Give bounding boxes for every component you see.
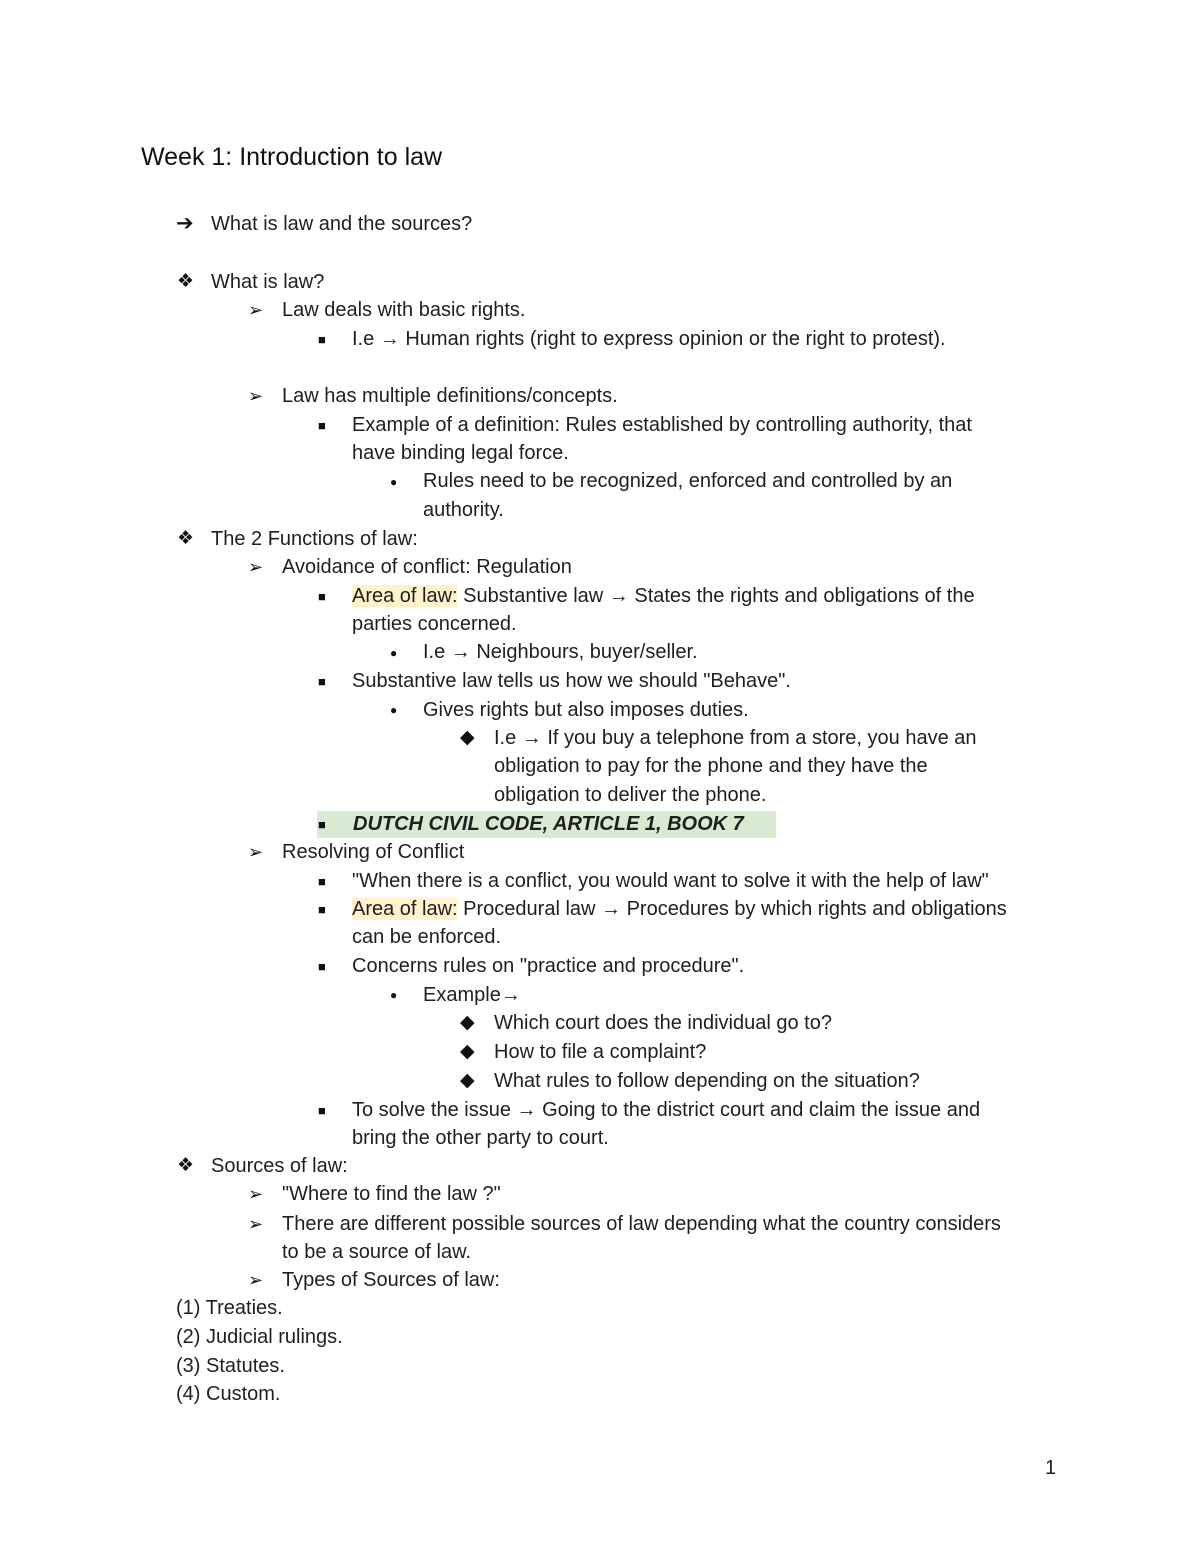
numbered-item: (2) Judicial rulings.: [176, 1326, 343, 1348]
list-item-text: Procedural law → Procedures by which rights and obligations: [457, 898, 1007, 920]
page-number: 1: [1045, 1457, 1057, 1479]
dot-bullet-icon: ●: [390, 646, 398, 660]
list-item: To solve the issue → Going to the district court and claim the issue and: [352, 1099, 981, 1121]
triangle-bullet-icon: ➢: [248, 1270, 264, 1290]
list-item: Gives rights but also imposes duties.: [423, 699, 749, 721]
list-item-continuation: authority.: [423, 499, 504, 521]
square-bullet-icon: ■: [318, 674, 326, 689]
list-item: Rules need to be recognized, enforced and controlled by an: [423, 470, 953, 492]
list-item: Example of a definition: Rules established by controlling authority, that: [352, 414, 972, 436]
square-bullet-icon: ■: [318, 817, 326, 832]
square-bullet-icon: ■: [318, 959, 326, 974]
list-item: Substantive law tells us how we should "Behave".: [352, 670, 791, 692]
list-item-continuation: have binding legal force.: [352, 442, 569, 464]
triangle-bullet-icon: ➢: [248, 386, 264, 406]
area-of-law-highlight: Area of law:: [352, 898, 458, 920]
list-item: There are different possible sources of law depending what the country considers: [282, 1213, 1001, 1235]
square-bullet-icon: ■: [318, 874, 326, 889]
list-item-continuation: obligation to deliver the phone.: [494, 784, 767, 806]
list-item: Types of Sources of law:: [282, 1269, 500, 1291]
triangle-bullet-icon: ➢: [248, 1214, 264, 1234]
list-item-continuation: can be enforced.: [352, 926, 501, 948]
list-item-continuation: bring the other party to court.: [352, 1127, 609, 1149]
list-item: I.e → Neighbours, buyer/seller.: [423, 641, 698, 663]
diamond-bullet-icon: ◆: [460, 1070, 475, 1091]
triangle-bullet-icon: ➢: [248, 557, 264, 577]
area-of-law-highlight: Area of law:: [352, 585, 458, 607]
list-item: Concerns rules on "practice and procedure".: [352, 955, 745, 977]
numbered-item: (3) Statutes.: [176, 1355, 285, 1377]
dutch-civil-code-reference: DUTCH CIVIL CODE, ARTICLE 1, BOOK 7: [353, 813, 744, 835]
list-item-continuation: obligation to pay for the phone and they have the: [494, 755, 928, 777]
list-item: [352, 582, 975, 610]
triangle-bullet-icon: ➢: [248, 1184, 264, 1204]
dot-bullet-icon: ●: [390, 988, 398, 1002]
list-item: What rules to follow depending on the situation?: [494, 1070, 920, 1092]
square-bullet-icon: ■: [318, 902, 326, 917]
square-bullet-icon: ■: [318, 589, 326, 604]
list-item: [352, 895, 1007, 923]
list-item: "When there is a conflict, you would want to solve it with the help of law": [352, 870, 989, 892]
square-bullet-icon: ■: [318, 418, 326, 433]
list-item: Avoidance of conflict: Regulation: [282, 556, 572, 578]
numbered-item: (4) Custom.: [176, 1383, 281, 1405]
square-bullet-icon: ■: [318, 1103, 326, 1118]
list-item-continuation: parties concerned.: [352, 613, 517, 635]
arrow-bullet-icon: ➔: [176, 212, 194, 235]
list-item: "Where to find the law ?": [282, 1183, 501, 1205]
diamond-bullet-icon: ◆: [460, 727, 475, 748]
triangle-bullet-icon: ➢: [248, 300, 264, 320]
list-item: I.e → If you buy a telephone from a store, you have an: [494, 727, 977, 749]
diamond-bullet-icon: ◆: [460, 1012, 475, 1033]
list-item-text: Substantive law → States the rights and obligations of the: [457, 585, 975, 607]
list-item-continuation: to be a source of law.: [282, 1241, 472, 1263]
list-item: How to file a complaint?: [494, 1041, 707, 1063]
four-diamond-bullet-icon: ❖: [177, 1155, 195, 1176]
list-item: Example→: [423, 984, 521, 1006]
list-item: Which court does the individual go to?: [494, 1012, 832, 1034]
triangle-bullet-icon: ➢: [248, 842, 264, 862]
page-title: Week 1: Introduction to law: [141, 143, 443, 171]
section-heading-sources: Sources of law:: [211, 1155, 348, 1177]
section-heading-functions: The 2 Functions of law:: [211, 528, 418, 550]
four-diamond-bullet-icon: ❖: [177, 528, 195, 549]
list-item: Law deals with basic rights.: [282, 299, 526, 321]
list-item: Law has multiple definitions/concepts.: [282, 385, 618, 407]
section-heading-what-is-law: What is law?: [211, 271, 325, 293]
dot-bullet-icon: ●: [390, 703, 398, 717]
square-bullet-icon: ■: [318, 332, 326, 347]
dot-bullet-icon: ●: [390, 475, 398, 489]
numbered-item: (1) Treaties.: [176, 1297, 283, 1319]
four-diamond-bullet-icon: ❖: [177, 271, 195, 292]
diamond-bullet-icon: ◆: [460, 1041, 475, 1062]
list-item: Resolving of Conflict: [282, 841, 465, 863]
list-item: I.e → Human rights (right to express opinion or the right to protest).: [352, 328, 946, 350]
intro-question: What is law and the sources?: [211, 213, 473, 235]
